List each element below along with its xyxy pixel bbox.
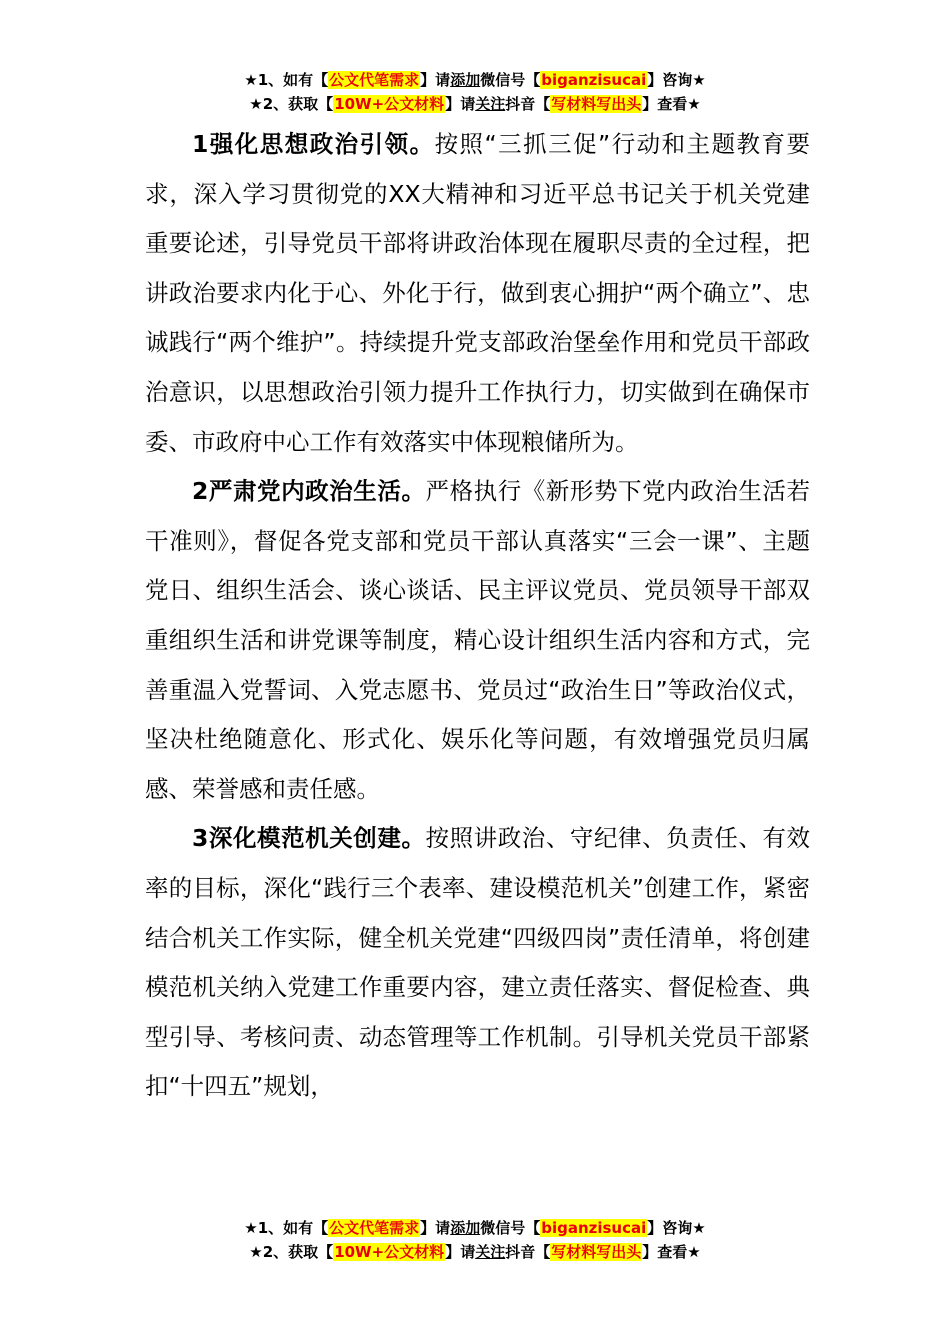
- banner-underlined-text: 添加: [450, 1219, 481, 1237]
- paragraph-heading: 3深化模范机关创建。: [192, 824, 426, 853]
- banner-text: ★1、如有【: [244, 71, 329, 89]
- banner-highlight: 公文代笔需求: [329, 71, 420, 89]
- banner-text: ★2、获取【: [249, 95, 334, 113]
- banner-line-2: [0, 92, 950, 116]
- bottom-banner: [0, 1216, 950, 1264]
- paragraph-2: [145, 467, 810, 814]
- banner-text: 】请: [445, 95, 476, 113]
- banner-highlight: 10W+公文材料: [334, 95, 445, 113]
- document-body: [145, 120, 810, 1112]
- banner-text: ★1、如有【: [244, 1219, 329, 1237]
- banner-line-2: [0, 1240, 950, 1264]
- paragraph-1: [145, 120, 810, 467]
- banner-text: 微信号【: [480, 1219, 541, 1237]
- paragraph-text: 按照“三抓三促”行动和主题教育要求，深入学习贯彻党的XX大精神和习近平总书记关于机关党建重要论述，引导党员干部将讲政治体现在履职尽责的全过程，把讲政治要求内化于心、外化于行，做到衷心拥护“两个确立”、忠诚践行“两个维护”。持续提升党支部政治堡垒作用和党员干部政治意识，以思想政治引领力提升工作执行力，切实做到在确保市委、市政府中心工作有效落实中体现粮储所为。: [145, 130, 810, 456]
- banner-underlined-text: 关注: [475, 1243, 506, 1261]
- paragraph-heading: 1强化思想政治引领。: [192, 130, 435, 158]
- paragraph-3: [145, 814, 810, 1112]
- banner-highlight: 10W+公文材料: [334, 1243, 445, 1261]
- top-banner: [0, 68, 950, 116]
- banner-highlight: 写材料写出头: [551, 95, 642, 113]
- banner-line-1: [0, 68, 950, 92]
- banner-text: 】查看★: [642, 95, 701, 113]
- banner-text: ★2、获取【: [249, 1243, 334, 1261]
- banner-highlight: 公文代笔需求: [329, 1219, 420, 1237]
- banner-text: 】请: [420, 1219, 451, 1237]
- banner-text: 】请: [420, 71, 451, 89]
- banner-text: 】请: [445, 1243, 476, 1261]
- banner-highlight: 写材料写出头: [551, 1243, 642, 1261]
- banner-line-1: [0, 1216, 950, 1240]
- banner-underlined-text: 添加: [450, 71, 481, 89]
- banner-text: 】咨询★: [647, 71, 706, 89]
- paragraph-text: 按照讲政治、守纪律、负责任、有效率的目标，深化“践行三个表率、建设模范机关”创建工作，紧密结合机关工作实际，健全机关党建“四级四岗”责任清单，将创建模范机关纳入党建工作重要内容，建立责任落实、督促检查、典型引导、考核问责、动态管理等工作机制。引导机关党员干部紧扣“十四五”规划，: [145, 824, 810, 1101]
- paragraph-heading: 2严肃党内政治生活。: [192, 477, 426, 506]
- banner-highlight: biganzisucai: [541, 71, 647, 89]
- banner-text: 】咨询★: [647, 1219, 706, 1237]
- paragraph-text: 严格执行《新形势下党内政治生活若干准则》，督促各党支部和党员干部认真落实“三会一课”、主题党日、组织生活会、谈心谈话、民主评议党员、党员领导干部双重组织生活和讲党课等制度，精心设计组织生活内容和方式，完善重温入党誓词、入党志愿书、党员过“政治生日”等政治仪式，坚决杜绝随意化、形式化、娱乐化等问题，有效增强党员归属感、荣誉感和责任感。: [145, 477, 810, 803]
- banner-text: 】查看★: [642, 1243, 701, 1261]
- banner-underlined-text: 关注: [475, 95, 506, 113]
- banner-text: 抖音【: [505, 95, 551, 113]
- banner-highlight: biganzisucai: [541, 1219, 647, 1237]
- banner-text: 微信号【: [480, 71, 541, 89]
- banner-text: 抖音【: [505, 1243, 551, 1261]
